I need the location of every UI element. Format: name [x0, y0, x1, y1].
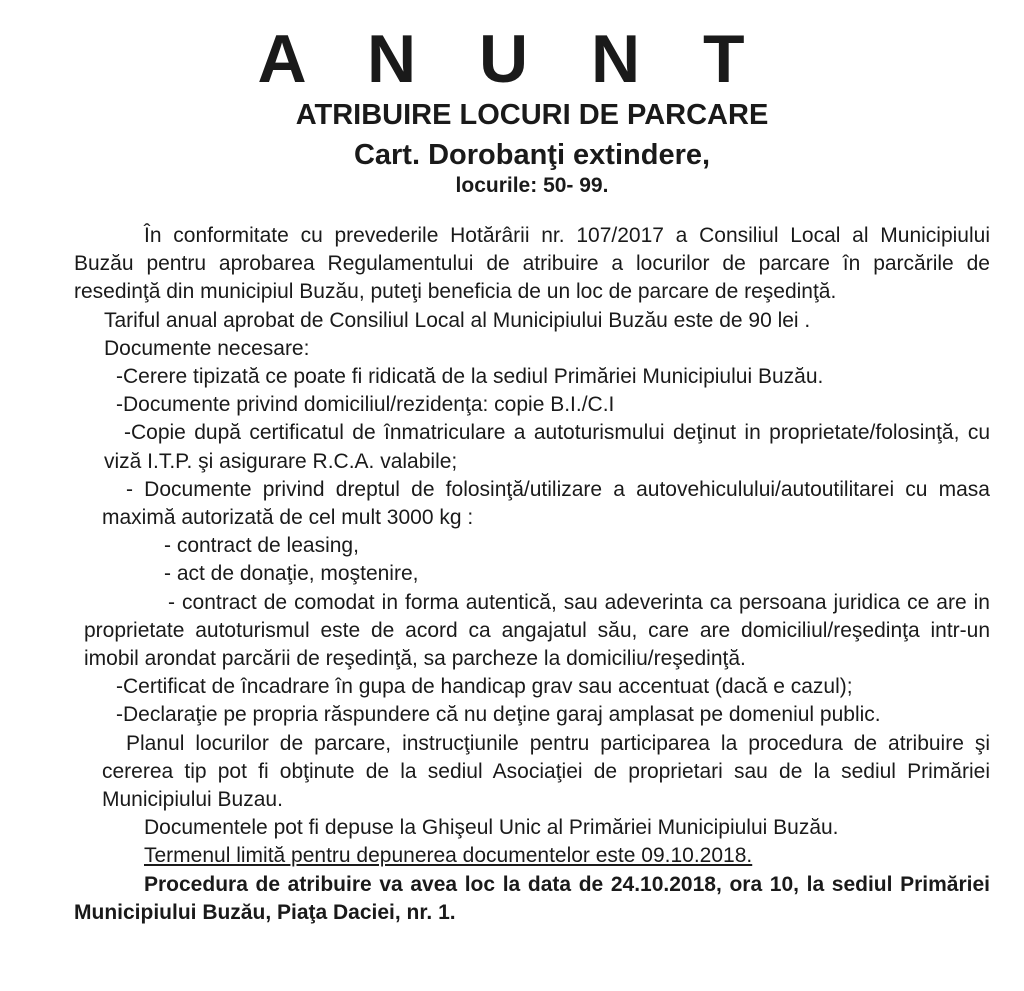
document-item: -Documente privind domiciliul/rezidenţa: copie B.I./C.I	[116, 393, 615, 417]
document-item: - Documente privind dreptul de folosinţă/utilizare a autovehiculului/autoutilitarei cu masa maximă autorizată de cel mult 3000 kg :	[102, 477, 990, 530]
announcement-title: A N U N T	[257, 21, 767, 97]
tariff-paragraph: Tariful anual aprobat de Consiliul Local al Municipiului Buzău este de 90 lei .	[104, 308, 811, 332]
plan-paragraph: Planul locurilor de parcare, instrucţiunile pentru participarea la procedura de atribuire şi cererea tip pot fi obţinute de la sediul Asociaţiei de proprietari sau de la sediul Primăriei Municipiului Buzau.	[102, 731, 990, 812]
document-item: -Declaraţie pe propria răspundere că nu deţine garaj amplasat pe domeniul public.	[116, 703, 881, 727]
deadline-text: Termenul limită pentru depunerea documentelor este 09.10.2018.	[144, 844, 753, 868]
procedure-paragraph: Procedura de atribuire va avea loc la data de 24.10.2018, ora 10, la sediul Primăriei Municipiului Buzău, Piaţa Daciei, nr. 1.	[74, 872, 990, 924]
announcement-body	[74, 222, 990, 927]
deposit-paragraph: Documentele pot fi depuse la Ghişeul Unic al Primăriei Municipiului Buzău.	[144, 816, 839, 840]
document-subitem: - contract de comodat in forma autentică, sau adeverinta ca persoana juridica ce are in proprietate autoturismul este de acord ca angajatul său, care are domiciliul/reşedinţa intr-un imobil arondat parcării de reşedinţă, sa parcheze la domiciliu/reşedinţă.	[84, 590, 990, 671]
document-subitem: - act de donaţie, moştenire,	[164, 562, 419, 586]
document-item: -Cerere tipizată ce poate fi ridicată de la sediul Primăriei Municipiului Buzău.	[116, 365, 824, 389]
announcement-subtitle: ATRIBUIRE LOCURI DE PARCARE	[295, 99, 769, 131]
document-item: -Certificat de încadrare în gupa de handicap grav sau accentuat (dacă e cazul);	[116, 675, 853, 699]
announcement-places: locurile: 50- 99.	[455, 174, 609, 197]
intro-paragraph: În conformitate cu prevederile Hotărârii nr. 107/2017 a Consiliul Local al Municipiului Buzău pentru aprobarea Regulamentului de atribuire a locurilor de parcare în parcările de resedinţă din municipiul Buzău, puteţi beneficia de un loc de parcare de reşedinţă.	[74, 224, 990, 304]
document-item: -Copie după certificatul de înmatriculare a autoturismului deţinut in proprietate/folosinţă, cu viză I.T.P. şi asigurare R.C.A. valabile;	[104, 421, 990, 473]
document-subitem: - contract de leasing,	[164, 534, 359, 558]
announcement-location: Cart. Dorobanţi extindere,	[353, 139, 711, 171]
documents-heading: Documente necesare:	[104, 336, 310, 360]
